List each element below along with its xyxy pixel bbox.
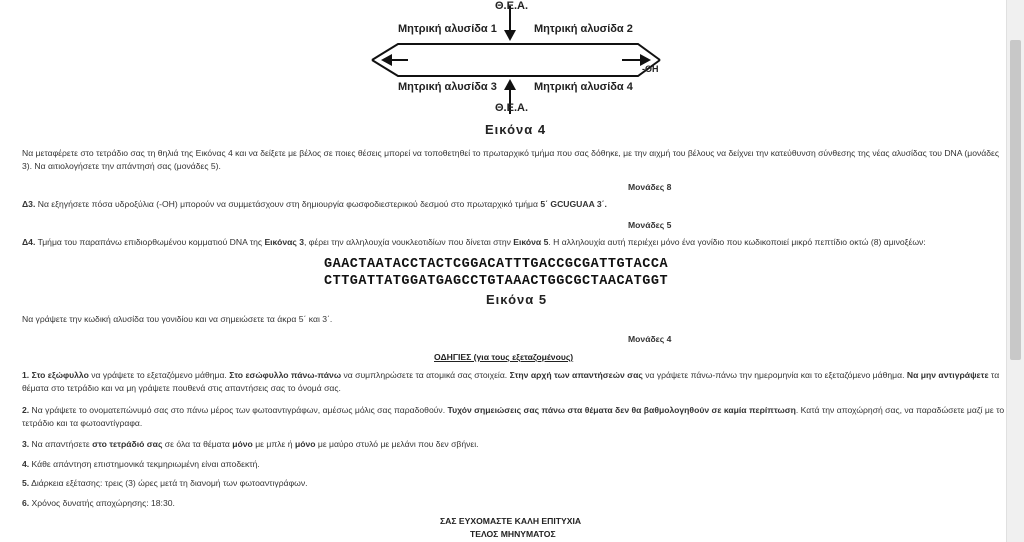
- d4-fig5-ref: Εικόνα 5: [513, 237, 549, 247]
- d4-label: Δ4.: [22, 237, 36, 247]
- i6-text: Χρόνος δυνατής αποχώρησης: 18:30.: [29, 498, 175, 508]
- chain-3-label: Μητρική αλυσίδα 3: [398, 81, 497, 93]
- i4-text: Κάθε απάντηση επιστημονικά τεκμηριωμένη είναι αποδεκτή.: [29, 459, 260, 469]
- closing-end: ΤΕΛΟΣ ΜΗΝΥΜΑΤΟΣ: [470, 529, 556, 539]
- d4-instruction: Να γράψετε την κωδική αλυσίδα του γονιδίου και να σημειώσετε τα άκρα 5΄ και 3΄.: [22, 314, 333, 324]
- i1-g: Να μην αντιγράψετε: [906, 370, 989, 380]
- i6-num: 6.: [22, 498, 30, 508]
- d3-label: Δ3.: [22, 199, 36, 209]
- instruction-4: [22, 458, 1007, 471]
- d4-text-3: . Η αλληλουχία αυτή περιέχει μόνο ένα γονίδιο που κωδικοποιεί μικρό πεπτίδιο οκτώ (8) αμινοξέων:: [548, 237, 926, 247]
- i1-h: τα θέματα στο τετράδιο και να μη γράψετε πουθενά στις απαντήσεις σας το όνομά σας.: [22, 370, 1000, 393]
- dna-sequence-bottom: CTTGATTATGGATGAGCCTGTAAACTGGCGCTAACATGGT: [324, 274, 669, 289]
- replication-bubble-diagram: [0, 0, 1024, 140]
- figure-5-caption: Εικόνα 5: [486, 292, 548, 307]
- vertical-scrollbar[interactable]: [1006, 0, 1024, 542]
- oh-label: -OH: [642, 64, 659, 74]
- transfer-question-text: Να μεταφέρετε στο τετράδιο σας τη θηλιά της Εικόνας 4 και να δείξετε με βέλος σε ποιες θέσεις μπορεί να τοποθετηθεί το πρωταρχικό τμήμα που σας δόθηκε, με την αιχμή του βέλους να δείχνει την κατεύθυνση σύνθεσης της νέας αλυσίδας του DNA (μονάδες 3). Να αιτιολογήσετε την απάντησή σας (μονάδες 5).: [22, 148, 1000, 171]
- question-d3: [22, 198, 1007, 211]
- chain-2-label: Μητρική αλυσίδα 2: [534, 23, 633, 35]
- left-fork-arrowhead: [381, 54, 392, 66]
- instruction-6: [22, 497, 1007, 510]
- i1-c: Στο εσώφυλλο πάνω-πάνω: [229, 370, 342, 380]
- dna-sequence-top: GAACTAATACCTACTCGGACATTTGACCGCGATTGTACCA: [324, 257, 669, 272]
- instructions-title: [434, 352, 573, 362]
- d4-fig3-ref: Εικόνας 3: [264, 237, 305, 247]
- chain-1-label: Μητρική αλυσίδα 1: [398, 23, 497, 35]
- i5-text: Διάρκεια εξέτασης: τρεις (3) ώρες μετά τη διανομή των φωτοαντιγράφων.: [29, 478, 308, 488]
- i1-num: 1.: [22, 370, 30, 380]
- instructions-title-text: ΟΔΗΓΙΕΣ (για τους εξεταζομένους): [434, 352, 574, 362]
- d3-text: Να εξηγήσετε πόσα υδροξύλια (-ΟΗ) μπορούν να συμμετάσχουν στη δημιουργία φωσφοδιεστερικού δεσμού στο πρωταρχικό τμήμα: [37, 199, 538, 209]
- bottom-strand-line: [372, 60, 660, 76]
- closing-wish: ΣΑΣ ΕΥΧΟΜΑΣΤΕ ΚΑΛΗ ΕΠΙΤΥΧΙΑ: [440, 516, 582, 526]
- i3-f: μόνο: [294, 439, 316, 449]
- d4-text-2: , φέρει την αλληλουχία νουκλεοτιδίων που δίνεται στην: [304, 237, 511, 247]
- i1-d: να συμπληρώσετε τα ατομικά σας στοιχεία.: [341, 370, 510, 380]
- d4-text-1: Τμήμα του παραπάνω επιδιορθωμένου κομματιού DNA της: [37, 237, 263, 247]
- d3-marks: Μονάδες 5: [628, 220, 672, 230]
- instruction-2: [22, 404, 1007, 430]
- i3-e: με μπλε ή: [252, 439, 295, 449]
- i3-d: μόνο: [232, 439, 253, 449]
- transfer-marks: Μονάδες 8: [628, 182, 672, 192]
- top-strand-line: [372, 44, 660, 60]
- question-d4: [22, 236, 1007, 249]
- i1-f: να γράψετε πάνω-πάνω την ημερομηνία και το εξεταζόμενο μάθημα.: [642, 370, 907, 380]
- figure-4-replication-loop: [0, 0, 1024, 140]
- d4-marks: Μονάδες 4: [628, 334, 672, 344]
- bottom-origin-arrowhead: [504, 79, 516, 90]
- i2-b: Τυχόν σημειώσεις σας πάνω στα θέματα δεν θα βαθμολογηθούν σε καμία περίπτωση: [447, 405, 796, 415]
- instruction-3: [22, 438, 1007, 451]
- top-origin-arrowhead: [504, 30, 516, 41]
- i1-b: να γράψετε το εξεταζόμενο μάθημα.: [88, 370, 230, 380]
- instruction-1: [22, 369, 1007, 395]
- i3-g: με μαύρο στυλό με μελάνι που δεν σβήνει.: [315, 439, 479, 449]
- i5-num: 5.: [22, 478, 30, 488]
- i1-e: Στην αρχή των απαντήσεών σας: [509, 370, 643, 380]
- i2-a: Να γράψετε το ονοματεπώνυμό σας στο πάνω μέρος των φωτοαντιγράφων, αμέσως μόλις σας παραδοθούν.: [29, 405, 448, 415]
- i3-c: σε όλα τα θέματα: [162, 439, 233, 449]
- i2-num: 2.: [22, 405, 30, 415]
- instruction-5: [22, 477, 1007, 490]
- scrollbar-thumb[interactable]: [1010, 40, 1021, 360]
- i3-a: Να απαντήσετε: [29, 439, 93, 449]
- i3-num: 3.: [22, 439, 30, 449]
- i2-c: . Κατά την αποχώρησή σας, να παραδώσετε μαζί με το τετράδιο και τα φωτοαντίγραφα.: [22, 405, 1005, 428]
- i4-num: 4.: [22, 459, 30, 469]
- i1-a: Στο εξώφυλλο: [31, 370, 89, 380]
- i3-b: στο τετράδιό σας: [92, 439, 163, 449]
- d3-primer: 5΄ GCUGUAA 3΄.: [540, 199, 607, 209]
- figure-4-caption: Εικόνα 4: [485, 122, 547, 137]
- thea-top-label: Θ.Ε.Α.: [495, 0, 529, 12]
- thea-bottom-label: Θ.Ε.Α.: [495, 102, 529, 114]
- chain-4-label: Μητρική αλυσίδα 4: [534, 81, 633, 93]
